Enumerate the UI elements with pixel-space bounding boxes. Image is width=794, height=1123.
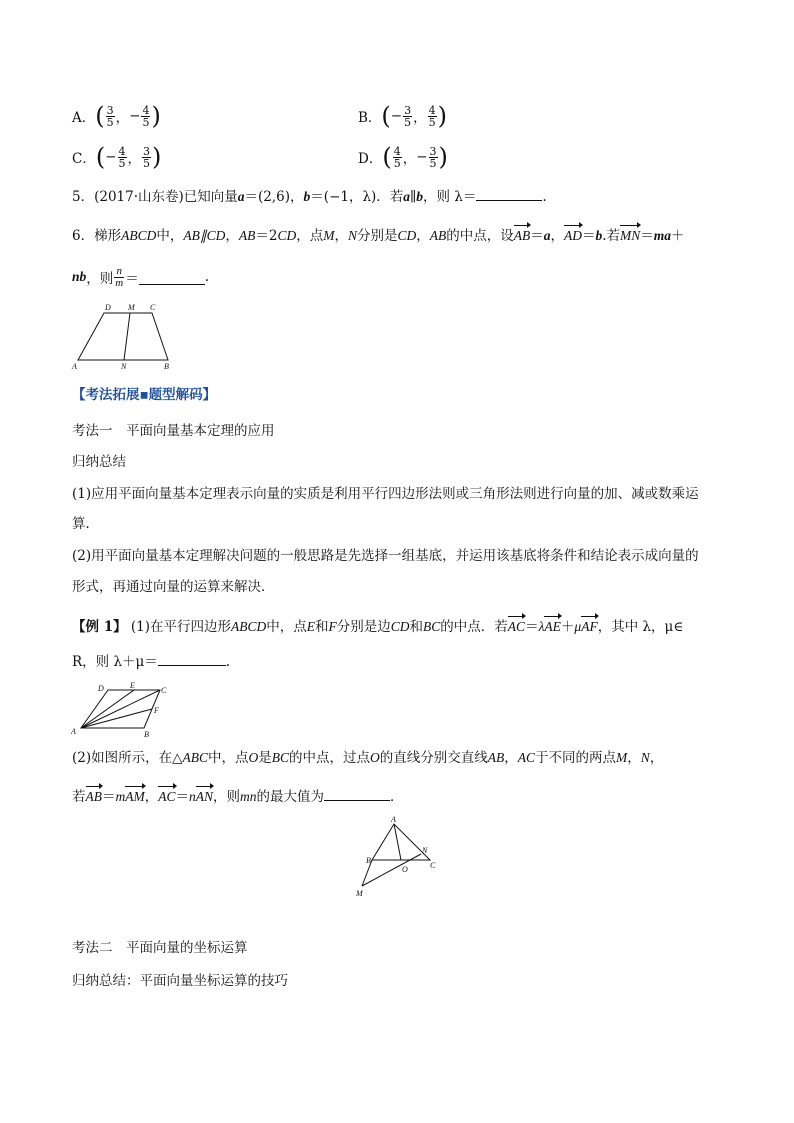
vector-ae: AE [544, 617, 561, 637]
fraction: $\frac{4}{5}$ [393, 144, 401, 170]
text: 和 [315, 619, 329, 635]
method-1-p1-line2: 算． [72, 516, 99, 532]
math: AB [429, 228, 447, 243]
label-b: B [144, 730, 149, 739]
text: 的最大值为 [256, 789, 325, 805]
label-a: A [72, 362, 77, 371]
text: ＝ [525, 619, 539, 635]
vector-mn: MN [620, 226, 640, 246]
label-n: N [121, 362, 127, 371]
text: 中，点 [208, 750, 249, 766]
text: ＋ [560, 619, 575, 635]
label-c: C [430, 861, 436, 870]
text: ， [225, 228, 239, 244]
math: O [370, 750, 380, 765]
fraction: $\frac{4}{5}$ [428, 103, 436, 129]
fraction-n-over-m: $\frac{n}{m}$ [115, 264, 124, 289]
text: ，则 [86, 271, 114, 287]
text: 的中点，过点 [289, 750, 371, 766]
paren-close: ) [437, 102, 447, 130]
example-tag: 【例 1】 [72, 619, 127, 635]
minus-sign: − [390, 108, 403, 124]
comma: ， [413, 110, 427, 126]
math: AB∥CD [183, 228, 226, 243]
vector-an: AN [196, 787, 213, 807]
option-d [358, 142, 448, 172]
method-2-summary: 归纳总结：平面向量坐标运算的技巧 [72, 973, 288, 989]
vector-a: a [237, 189, 245, 204]
text: 中，点 [266, 619, 307, 635]
option-c-label: C． [72, 151, 96, 167]
math: ABC [182, 750, 209, 765]
text: R，则 λ＋μ＝ [72, 654, 158, 670]
math: CD [277, 228, 297, 243]
option-b [358, 101, 447, 131]
vector-ac: AC [508, 617, 525, 637]
math: n [189, 789, 196, 804]
label-m: M [128, 303, 135, 312]
text: ＝ [581, 228, 596, 244]
question-5 [72, 186, 547, 207]
vector-b: b [416, 189, 424, 204]
vector-ac: AC [158, 787, 175, 807]
text: ， [550, 228, 564, 244]
text: ， [649, 750, 664, 766]
text: 的中点，设 [446, 228, 514, 244]
example-1-line-1 [72, 617, 683, 637]
text: .若 [602, 228, 621, 244]
text: ，点 [296, 228, 324, 244]
fraction: $\frac{4}{5}$ [142, 103, 150, 129]
text: ， [144, 789, 159, 805]
math: E [306, 619, 316, 634]
math: AB [487, 750, 505, 765]
math: ma [653, 228, 672, 243]
vector-b: b [303, 189, 311, 204]
vector-a: a [403, 189, 411, 204]
text: ，其中 λ，μ∈ [597, 619, 684, 635]
label-d: D [98, 684, 104, 693]
q5-a-value: ＝(2,6)， [244, 189, 304, 205]
option-b-label: B． [358, 110, 382, 126]
math: m [115, 789, 126, 804]
parallelogram-figure [68, 682, 180, 740]
math: M [323, 228, 335, 243]
label-c: C [161, 686, 167, 695]
vector-b: b [595, 228, 603, 243]
option-a [72, 101, 161, 131]
paren-open: ( [95, 102, 105, 130]
math: ABCD [231, 619, 267, 634]
math: ABCD [121, 228, 157, 243]
text: 6．梯形 [72, 228, 122, 244]
text: ＝ [125, 271, 139, 287]
fraction: $\frac{3}{5}$ [429, 144, 437, 170]
method-1-summary-label: 归纳总结 [72, 454, 126, 470]
answer-blank[interactable] [139, 270, 205, 285]
period: . [204, 269, 210, 285]
paren-open: ( [95, 143, 106, 171]
fraction: $\frac{3}{5}$ [404, 103, 412, 129]
math: N [640, 750, 650, 765]
text: 是 [258, 750, 272, 766]
example-1-line-3 [72, 748, 663, 768]
q5-number: 5． [72, 189, 95, 205]
text: (2)如图所示，在△ [72, 750, 183, 766]
math: O [248, 750, 259, 765]
period: ． [390, 789, 404, 805]
parallel-symbol: ∥ [410, 189, 417, 205]
text: (1)在平行四边形 [126, 619, 232, 635]
vector-ab: AB [86, 787, 103, 807]
math: nb [72, 269, 87, 284]
option-c [72, 142, 161, 172]
method-1-p2-line2: 形式，再通过向量的运算来解决． [72, 579, 275, 595]
question-6-line-2 [72, 262, 209, 292]
trapezoid-figure [68, 302, 180, 374]
method-1-p2-line1: (2)用平面向量基本定理解决问题的一般思路是先选择一组基底，并运用该基底将条件和结论表示成向量的 [72, 548, 699, 564]
label-n: N [422, 846, 428, 855]
text: 分别是边 [336, 619, 391, 635]
example-1-line-2 [72, 651, 230, 672]
math: μ [574, 619, 582, 634]
label-b: B [164, 362, 169, 371]
paren-close: ) [438, 143, 448, 171]
math: M [616, 750, 628, 765]
math: BC [423, 619, 441, 634]
text: ，则 [213, 789, 241, 805]
fraction: $\frac{3}{5}$ [143, 144, 151, 170]
math: CD [390, 619, 410, 634]
period: . [542, 189, 547, 205]
method-2-title: 考法二 平面向量的坐标运算 [72, 940, 248, 956]
comma: ， [127, 151, 142, 167]
text: ， [627, 750, 641, 766]
option-d-label: D． [358, 151, 383, 167]
math: BC [271, 750, 290, 765]
text: 于不同的两点 [535, 750, 617, 766]
method-1-p1-line1: (1)应用平面向量基本定理表示向量的实质是利用平行四边形法则或三角形法则进行向量的加、减或数乘运 [72, 486, 699, 502]
answer-blank[interactable] [476, 186, 542, 201]
example-1-line-4 [72, 786, 404, 807]
vector-ab: AB [514, 226, 531, 246]
math: F [328, 619, 337, 634]
text: ＝2 [255, 228, 278, 244]
fraction: $\frac{3}{5}$ [106, 103, 114, 129]
fraction: $\frac{4}{5}$ [118, 144, 126, 170]
math: CD [397, 228, 417, 243]
minus-sign: − [105, 149, 117, 165]
option-a-label: A． [72, 110, 96, 126]
label-b: B [366, 856, 371, 865]
vector-ad: AD [564, 226, 582, 246]
minus-sign: − [416, 149, 428, 165]
math: N [347, 228, 357, 243]
period: . [225, 654, 231, 670]
comma: ， [115, 110, 130, 126]
q5-b-value: ＝(−1，λ)．若 [310, 189, 404, 205]
math: AC [517, 750, 536, 765]
answer-blank[interactable] [324, 786, 390, 801]
paren-close: ) [151, 102, 161, 130]
text: ， [334, 228, 348, 244]
q5-source: (2017·山东卷)已知向量 [94, 189, 238, 205]
vector-a: a [543, 228, 551, 243]
label-o: O [402, 865, 408, 874]
question-6-line-1 [72, 226, 685, 246]
text: 若 [72, 789, 86, 805]
label-m: M [356, 889, 363, 898]
text: 中， [156, 228, 184, 244]
math: λ [538, 619, 545, 634]
label-a: A [391, 815, 396, 824]
text: 的直线分别交直线 [379, 750, 488, 766]
minus-sign: − [129, 108, 141, 124]
comma: ， [402, 151, 417, 167]
vector-af: AF [581, 617, 598, 637]
text: ＝ [530, 228, 544, 244]
text: ＝ [640, 228, 654, 244]
answer-blank[interactable] [158, 651, 226, 666]
label-f: F [154, 706, 159, 715]
math: AB [238, 228, 256, 243]
text: ， [416, 228, 430, 244]
text: 分别是 [356, 228, 398, 244]
label-c: C [150, 303, 156, 312]
vector-am: AM [125, 787, 145, 807]
section-heading: 【考法拓展▪题型解码】 [72, 387, 217, 403]
paren-close: ) [152, 143, 162, 171]
paren-open: ( [382, 143, 392, 171]
text: ＋ [671, 228, 685, 244]
method-1-title: 考法一 平面向量基本定理的应用 [72, 423, 275, 439]
math: mn [240, 789, 257, 804]
label-d: D [105, 303, 111, 312]
q5-tail: ，则 λ＝ [423, 189, 477, 205]
label-e: E [130, 682, 135, 690]
paren-open: ( [381, 102, 391, 130]
text: ＝ [102, 789, 116, 805]
text: 的中点．若 [440, 619, 508, 635]
text: ＝ [175, 789, 190, 805]
text: 和 [409, 619, 424, 635]
triangle-figure [348, 814, 444, 900]
text: ， [504, 750, 518, 766]
label-a: A [71, 727, 76, 736]
